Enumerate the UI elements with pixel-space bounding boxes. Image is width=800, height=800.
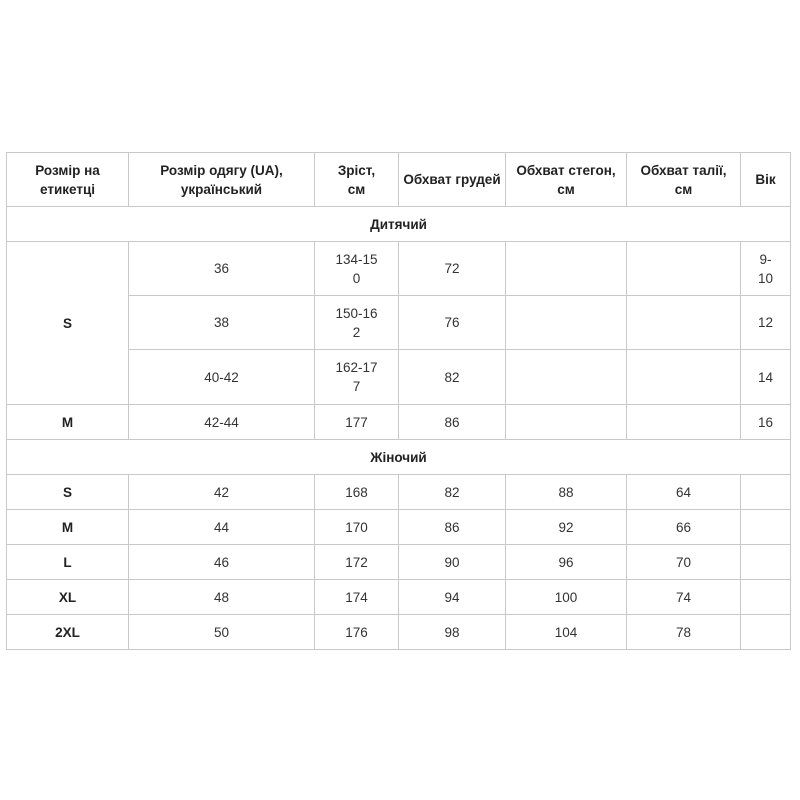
- height-cell: [315, 296, 399, 350]
- ua-size-cell: 38: [129, 296, 315, 350]
- table-row: [7, 242, 791, 296]
- height-cell: [315, 350, 399, 405]
- hips-cell: [506, 296, 627, 350]
- header-height: [315, 153, 399, 207]
- size-chart-table: [6, 152, 791, 650]
- age-cell: [741, 242, 791, 296]
- section-row-kids: [7, 207, 791, 242]
- section-row-women: [7, 440, 791, 475]
- height-cell: 174: [315, 580, 399, 615]
- age-cell: [741, 510, 791, 545]
- waist-cell: [627, 296, 741, 350]
- header-chest: Обхват грудей: [399, 153, 506, 207]
- hips-cell: 104: [506, 615, 627, 650]
- chest-cell: 82: [399, 350, 506, 405]
- age-cell: [741, 545, 791, 580]
- waist-cell: [627, 242, 741, 296]
- header-row: [7, 153, 791, 207]
- size-label-cell: S: [7, 242, 129, 405]
- height-cell: [315, 242, 399, 296]
- age-cell: 14: [741, 350, 791, 405]
- chest-cell: 76: [399, 296, 506, 350]
- section-title-women: Жіночий: [7, 440, 791, 475]
- ua-size-cell: 42: [129, 475, 315, 510]
- header-hips: Обхват стегон, см: [506, 153, 627, 207]
- size-label-cell: M: [7, 510, 129, 545]
- ua-size-cell: 46: [129, 545, 315, 580]
- age-cell: [741, 580, 791, 615]
- chest-cell: 86: [399, 510, 506, 545]
- header-ua-size: Розмір одягу (UA), український: [129, 153, 315, 207]
- table-row: [7, 510, 791, 545]
- height-value: 150-162: [335, 305, 378, 340]
- hips-cell: 100: [506, 580, 627, 615]
- ua-size-cell: 40-42: [129, 350, 315, 405]
- height-cell: 172: [315, 545, 399, 580]
- chest-cell: 98: [399, 615, 506, 650]
- height-cell: 168: [315, 475, 399, 510]
- size-label-cell: XL: [7, 580, 129, 615]
- ua-size-cell: 44: [129, 510, 315, 545]
- table-row: [7, 580, 791, 615]
- size-label-cell: 2XL: [7, 615, 129, 650]
- ua-size-cell: 50: [129, 615, 315, 650]
- hips-cell: 88: [506, 475, 627, 510]
- chest-cell: 86: [399, 405, 506, 440]
- age-cell: 16: [741, 405, 791, 440]
- waist-cell: 70: [627, 545, 741, 580]
- header-label-size: Розмір на етикетці: [7, 153, 129, 207]
- hips-cell: 96: [506, 545, 627, 580]
- age-cell: [741, 475, 791, 510]
- header-waist: Обхват талії, см: [627, 153, 741, 207]
- table-row: [7, 615, 791, 650]
- height-cell: 170: [315, 510, 399, 545]
- waist-cell: 64: [627, 475, 741, 510]
- waist-cell: 74: [627, 580, 741, 615]
- hips-cell: [506, 242, 627, 296]
- waist-cell: [627, 350, 741, 405]
- waist-cell: 66: [627, 510, 741, 545]
- age-value: 9-10: [757, 251, 774, 286]
- table-row: [7, 545, 791, 580]
- height-cell: 176: [315, 615, 399, 650]
- chest-cell: 90: [399, 545, 506, 580]
- height-value: 162-177: [335, 360, 378, 394]
- hips-cell: [506, 350, 627, 405]
- chest-cell: 82: [399, 475, 506, 510]
- section-title-kids: Дитячий: [7, 207, 791, 242]
- height-cell: 177: [315, 405, 399, 440]
- header-height-text: Зріст, см: [337, 162, 376, 197]
- table-row: [7, 405, 791, 440]
- header-age: Вік: [741, 153, 791, 207]
- ua-size-cell: 36: [129, 242, 315, 296]
- ua-size-cell: 42-44: [129, 405, 315, 440]
- hips-cell: 92: [506, 510, 627, 545]
- size-label-cell: L: [7, 545, 129, 580]
- height-value: 134-150: [335, 251, 378, 286]
- size-label-cell: S: [7, 475, 129, 510]
- age-cell: [741, 615, 791, 650]
- age-cell: 12: [741, 296, 791, 350]
- chest-cell: 94: [399, 580, 506, 615]
- table-row: [7, 475, 791, 510]
- ua-size-cell: 48: [129, 580, 315, 615]
- waist-cell: 78: [627, 615, 741, 650]
- hips-cell: [506, 405, 627, 440]
- size-label-cell: M: [7, 405, 129, 440]
- chest-cell: 72: [399, 242, 506, 296]
- waist-cell: [627, 405, 741, 440]
